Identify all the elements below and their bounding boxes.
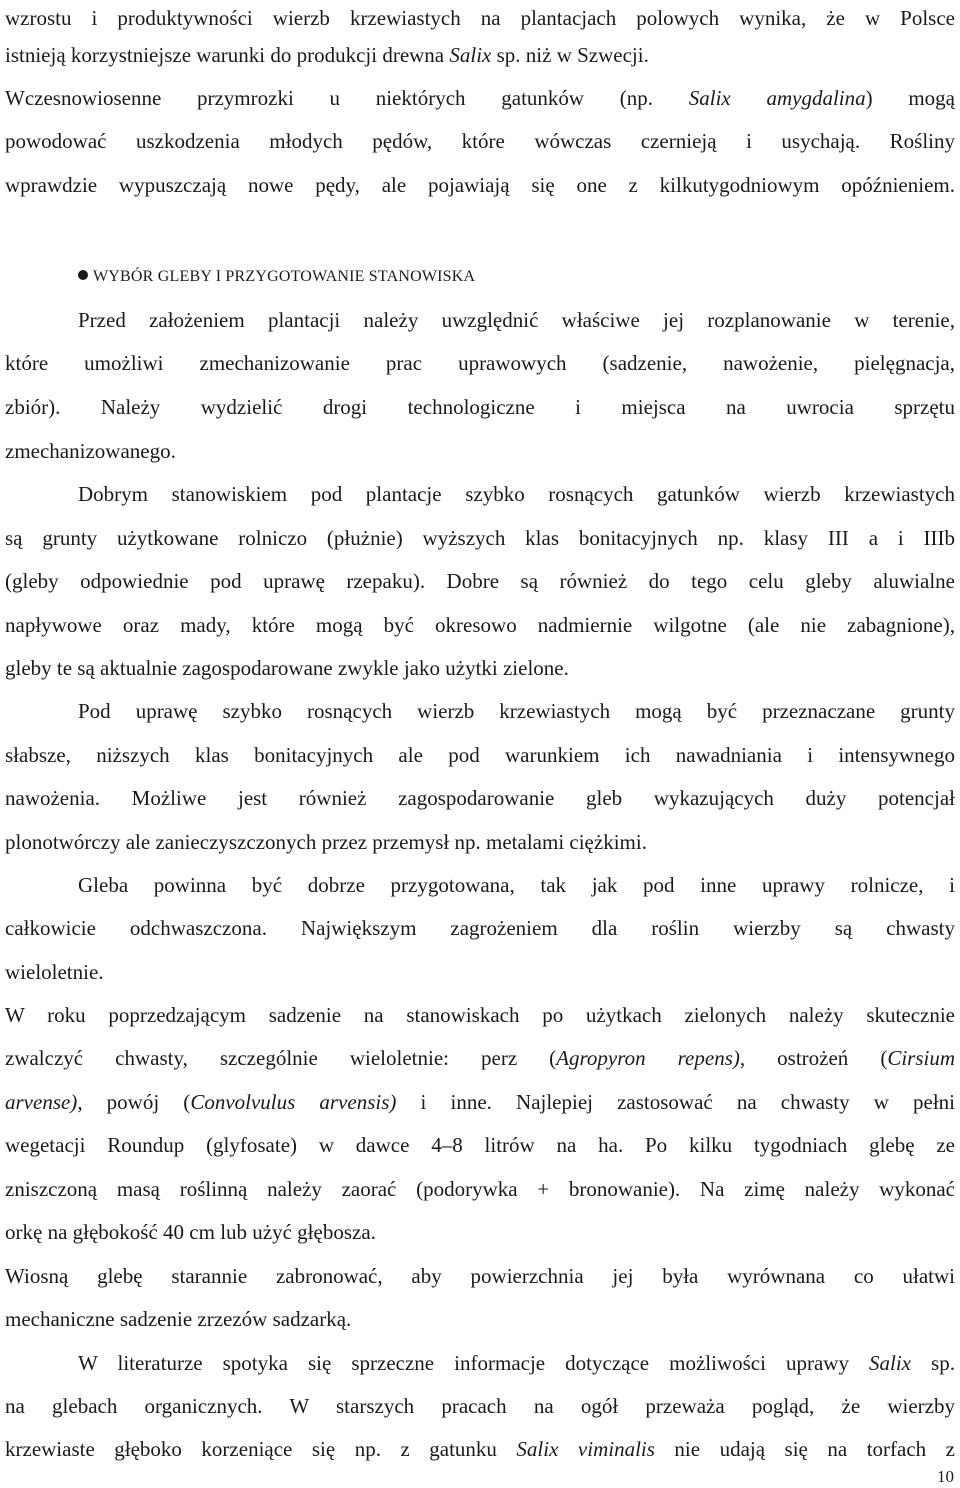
text-line: wzrostu i produktywności wierzb krzewiastych na plantacjach polowych wynika, że w Polsce <box>5 6 955 30</box>
text-line: plonotwórczy ale zanieczyszczonych przez przemysł np. metalami ciężkimi. <box>5 830 647 854</box>
text-line: Przed założeniem plantacji należy uwzględnić właściwe jej rozplanowanie w terenie, <box>78 308 955 332</box>
text-line: nawożenia. Możliwe jest również zagospodarowanie gleb wykazujących duży potencjał <box>5 786 955 810</box>
text-line: arvense), powój (Convolvulus arvensis) i inne. Najlepiej zastosować na chwasty w pełni <box>5 1090 956 1114</box>
bullet-icon <box>78 270 88 280</box>
page-number: 10 <box>937 1467 954 1486</box>
text-line: wieloletnie. <box>5 960 104 984</box>
text-line: słabsze, niższych klas bonitacyjnych ale pod warunkiem ich nawadniania i intensywnego <box>5 743 955 767</box>
text-line: które umożliwi zmechanizowanie prac uprawowych (sadzenie, nawożenie, pielęgnacja, <box>5 351 955 375</box>
text-line: gleby te są aktualnie zagospodarowane zwykle jako użytki zielone. <box>5 656 569 680</box>
text-line: W roku poprzedzającym sadzenie na stanowiskach po użytkach zielonych należy skutecznie <box>5 1003 955 1027</box>
text-line: Wczesnowiosenne przymrozki u niektórych gatunków (np. Salix amygdalina) mogą <box>5 86 955 110</box>
text-line: Pod uprawę szybko rosnących wierzb krzewiastych mogą być przeznaczane grunty <box>78 699 955 723</box>
text-line: krzewiaste głęboko korzeniące się np. z gatunku Salix viminalis nie udają się na torfach z <box>5 1437 955 1461</box>
text-line: Gleba powinna być dobrze przygotowana, tak jak pod inne uprawy rolnicze, i <box>78 873 955 897</box>
text-line: napływowe oraz mady, które mogą być okresowo nadmiernie wilgotne (ale nie zabagnione), <box>5 613 955 637</box>
text-line: zniszczoną masą roślinną należy zaorać (podorywka + bronowanie). Na zimę należy wykonać <box>5 1177 955 1201</box>
text-line: wprawdzie wypuszczają nowe pędy, ale pojawiają się one z kilkutygodniowym opóźnieniem. <box>5 173 955 197</box>
text-line: Dobrym stanowiskiem pod plantacje szybko rosnących gatunków wierzb krzewiastych <box>78 482 955 506</box>
text-line: całkowicie odchwaszczona. Największym zagrożeniem dla roślin wierzby są chwasty <box>5 916 955 940</box>
text-line: istnieją korzystniejsze warunki do produkcji drewna Salix sp. niż w Szwecji. <box>5 43 649 67</box>
text-line: powodować uszkodzenia młodych pędów, które wówczas czernieją i usychają. Rośliny <box>5 129 955 153</box>
text-line: na glebach organicznych. W starszych pracach na ogół przeważa pogląd, że wierzby <box>5 1394 955 1418</box>
text-line: Wiosną glebę starannie zabronować, aby powierzchnia jej była wyrównana co ułatwi <box>5 1264 955 1288</box>
text-line: zbiór). Należy wydzielić drogi technologiczne i miejsca na uwrocia sprzętu <box>5 395 955 419</box>
text-line: zmechanizowanego. <box>5 439 176 463</box>
text-line: orkę na głębokość 40 cm lub użyć głębosza. <box>5 1220 376 1244</box>
text-line: wegetacji Roundup (glyfosate) w dawce 4–8 litrów na ha. Po kilku tygodniach glebę ze <box>5 1133 955 1157</box>
text-line: (gleby odpowiednie pod uprawę rzepaku). Dobre są również do tego celu gleby aluwialne <box>5 569 955 593</box>
text-line: zwalczyć chwasty, szczególnie wieloletnie: perz (Agropyron repens), ostrożeń (Cirsium <box>5 1046 955 1070</box>
text-line: są grunty użytkowane rolniczo (płużnie) wyższych klas bonitacyjnych np. klasy III a i IIIb <box>5 526 955 550</box>
text-line: mechaniczne sadzenie zrzezów sadzarką. <box>5 1307 352 1331</box>
section-heading: WYBÓR GLEBY I PRZYGOTOWANIE STANOWISKA <box>78 262 475 292</box>
text-line: W literaturze spotyka się sprzeczne informacje dotyczące możliwości uprawy Salix sp. <box>78 1351 955 1375</box>
